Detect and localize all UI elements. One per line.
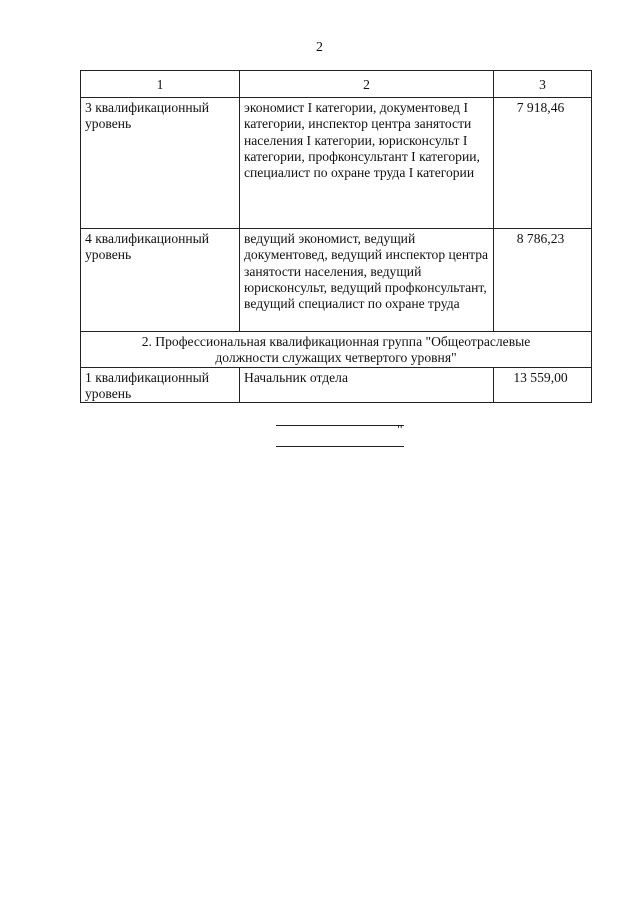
group-header-row xyxy=(81,332,592,368)
column-header-2: 2 xyxy=(240,71,494,98)
salary-table xyxy=(80,70,592,403)
closing-quote-mark: " xyxy=(397,423,403,438)
positions-cell: Начальник отдела xyxy=(240,367,494,403)
page-number: 2 xyxy=(316,40,323,55)
salary-cell: 8 786,23 xyxy=(494,229,592,332)
qualification-level-cell: 3 квалификационный уровень xyxy=(81,98,240,229)
column-header-1: 1 xyxy=(81,71,240,98)
salary-cell: 13 559,00 xyxy=(494,367,592,403)
table-row xyxy=(81,98,592,229)
column-header-3: 3 xyxy=(494,71,592,98)
table-row xyxy=(81,367,592,403)
group-title-cell: 2. Профессиональная квалификационная группа "Общеотраслевые должности служащих четвертого уровня" xyxy=(81,332,592,368)
qualification-level-cell: 1 квалификационный уровень xyxy=(81,367,240,403)
table-row xyxy=(81,229,592,332)
closing-line-lower xyxy=(276,446,404,447)
qualification-level-cell: 4 квалификационный уровень xyxy=(81,229,240,332)
positions-cell: экономист I категории, документовед I категории, инспектор центра занятости населения I категории, юрисконсульт I категории, профконсультант I категории, специалист по охране труда I категории xyxy=(240,98,494,229)
salary-cell: 7 918,46 xyxy=(494,98,592,229)
table-header-row xyxy=(81,71,592,98)
closing-line-upper xyxy=(276,425,404,426)
positions-cell: ведущий экономист, ведущий документовед, ведущий инспектор центра занятости населения, ведущий юрисконсульт, ведущий профконсультант, ведущий специалист по охране труда xyxy=(240,229,494,332)
